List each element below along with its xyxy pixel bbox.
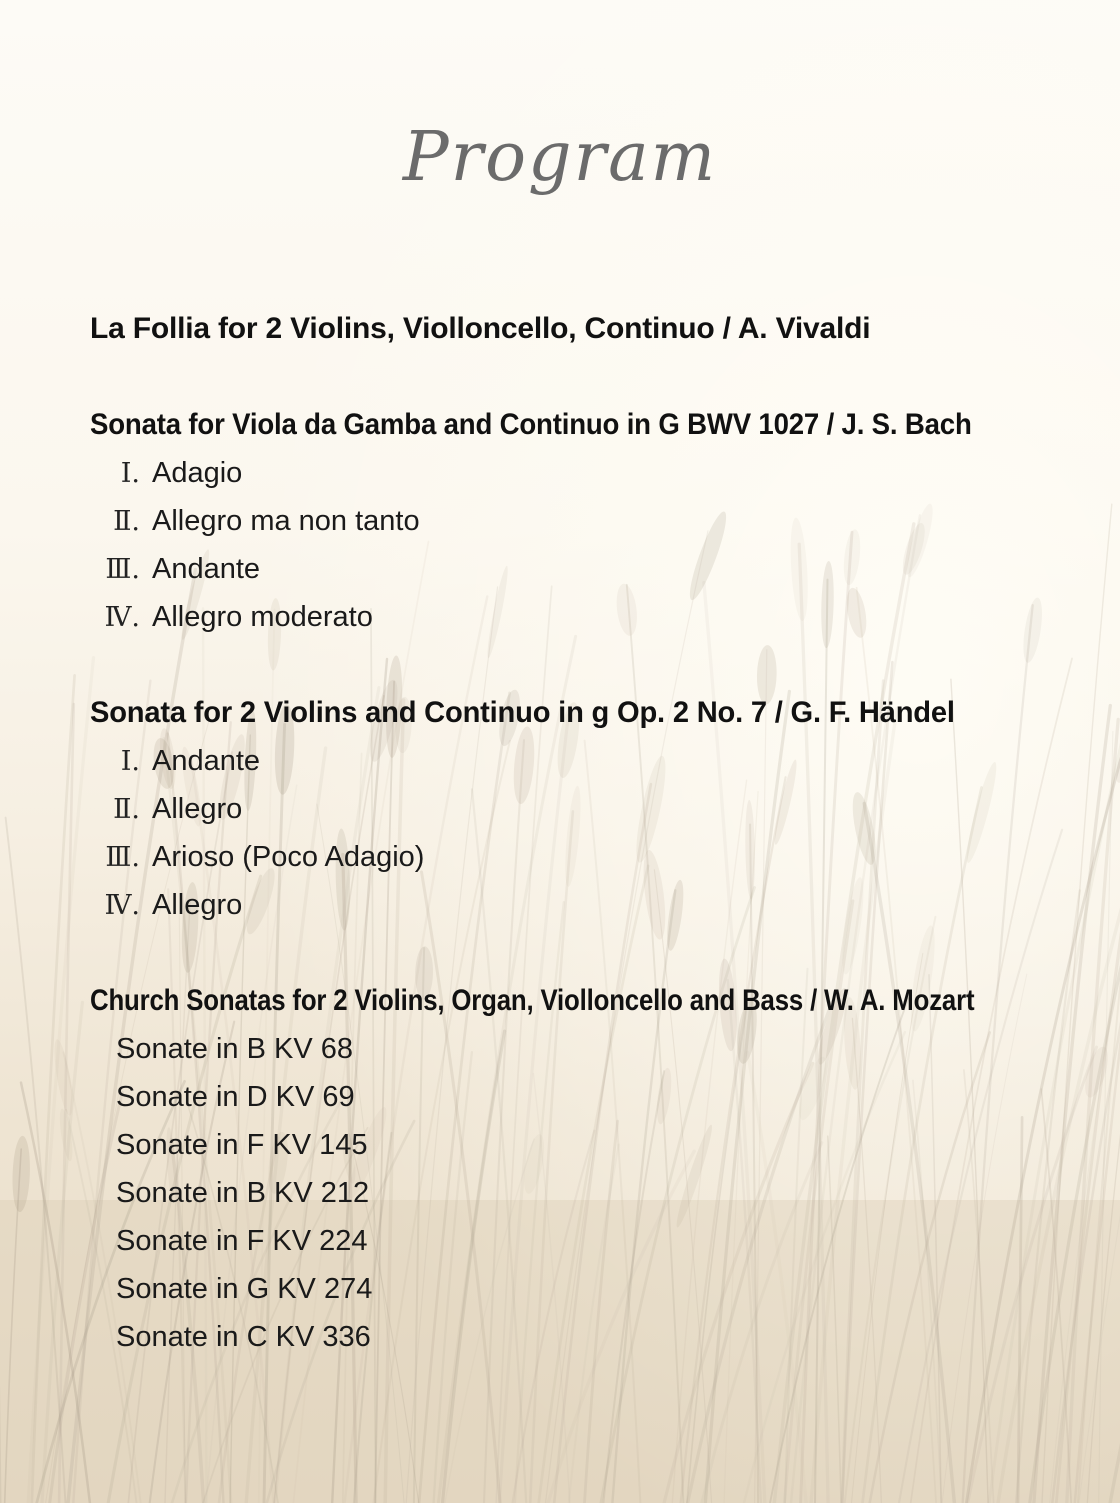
sonata-item: Sonate in F KV 145 — [116, 1129, 368, 1161]
piece-heading: Church Sonatas for 2 Violins, Organ, Violloncello and Bass / W. A. Mozart — [90, 984, 975, 1017]
movement-item — [90, 449, 1090, 497]
movement-numeral: Ⅳ. — [104, 890, 140, 921]
piece-heading: Sonata for Viola da Gamba and Continuo in G BWV 1027 / J. S. Bach — [90, 408, 972, 441]
movement-item — [90, 881, 1090, 929]
movement-title: Arioso (Poco Adagio) — [152, 841, 425, 873]
movement-numeral: Ⅰ. — [120, 458, 140, 489]
movement-numeral: Ⅱ. — [113, 506, 140, 537]
sonata-list — [90, 1025, 1090, 1361]
sonata-item: Sonate in B KV 212 — [116, 1177, 370, 1209]
sonata-item: Sonate in F KV 224 — [116, 1225, 368, 1257]
movement-title: Andante — [152, 553, 261, 585]
movement-item — [90, 545, 1090, 593]
piece-heading: Sonata for 2 Violins and Continuo in g Op. 2 No. 7 / G. F. Händel — [90, 696, 955, 729]
piece-handel — [90, 689, 1090, 929]
movement-item — [90, 785, 1090, 833]
piece-bach — [90, 401, 1090, 641]
piece-mozart — [90, 977, 1090, 1361]
movement-title: Allegro — [152, 793, 243, 825]
movement-item — [90, 833, 1090, 881]
movement-title: Adagio — [152, 457, 243, 489]
movement-list — [90, 449, 1090, 641]
sonata-item: Sonate in B KV 68 — [116, 1033, 353, 1065]
movement-item — [90, 497, 1090, 545]
movement-numeral: Ⅲ. — [105, 554, 140, 585]
movement-title: Allegro ma non tanto — [152, 505, 420, 537]
movement-item — [90, 593, 1090, 641]
piece-vivaldi — [90, 305, 1090, 353]
movement-title: Allegro moderato — [152, 601, 373, 633]
movement-numeral: Ⅲ. — [105, 842, 140, 873]
movement-item — [90, 737, 1090, 785]
movement-title: Andante — [152, 745, 261, 777]
sonata-item: Sonate in C KV 336 — [116, 1321, 371, 1353]
movement-numeral: Ⅳ. — [104, 602, 140, 633]
movement-title: Allegro — [152, 889, 243, 921]
sonata-item: Sonate in D KV 69 — [116, 1081, 355, 1113]
piece-heading: La Follia for 2 Violins, Violloncello, Continuo / A. Vivaldi — [90, 312, 871, 345]
page-title: Program — [402, 118, 718, 197]
sonata-item: Sonate in G KV 274 — [116, 1273, 373, 1305]
movement-list — [90, 737, 1090, 929]
movement-numeral: Ⅱ. — [113, 794, 140, 825]
movement-numeral: Ⅰ. — [120, 746, 140, 777]
